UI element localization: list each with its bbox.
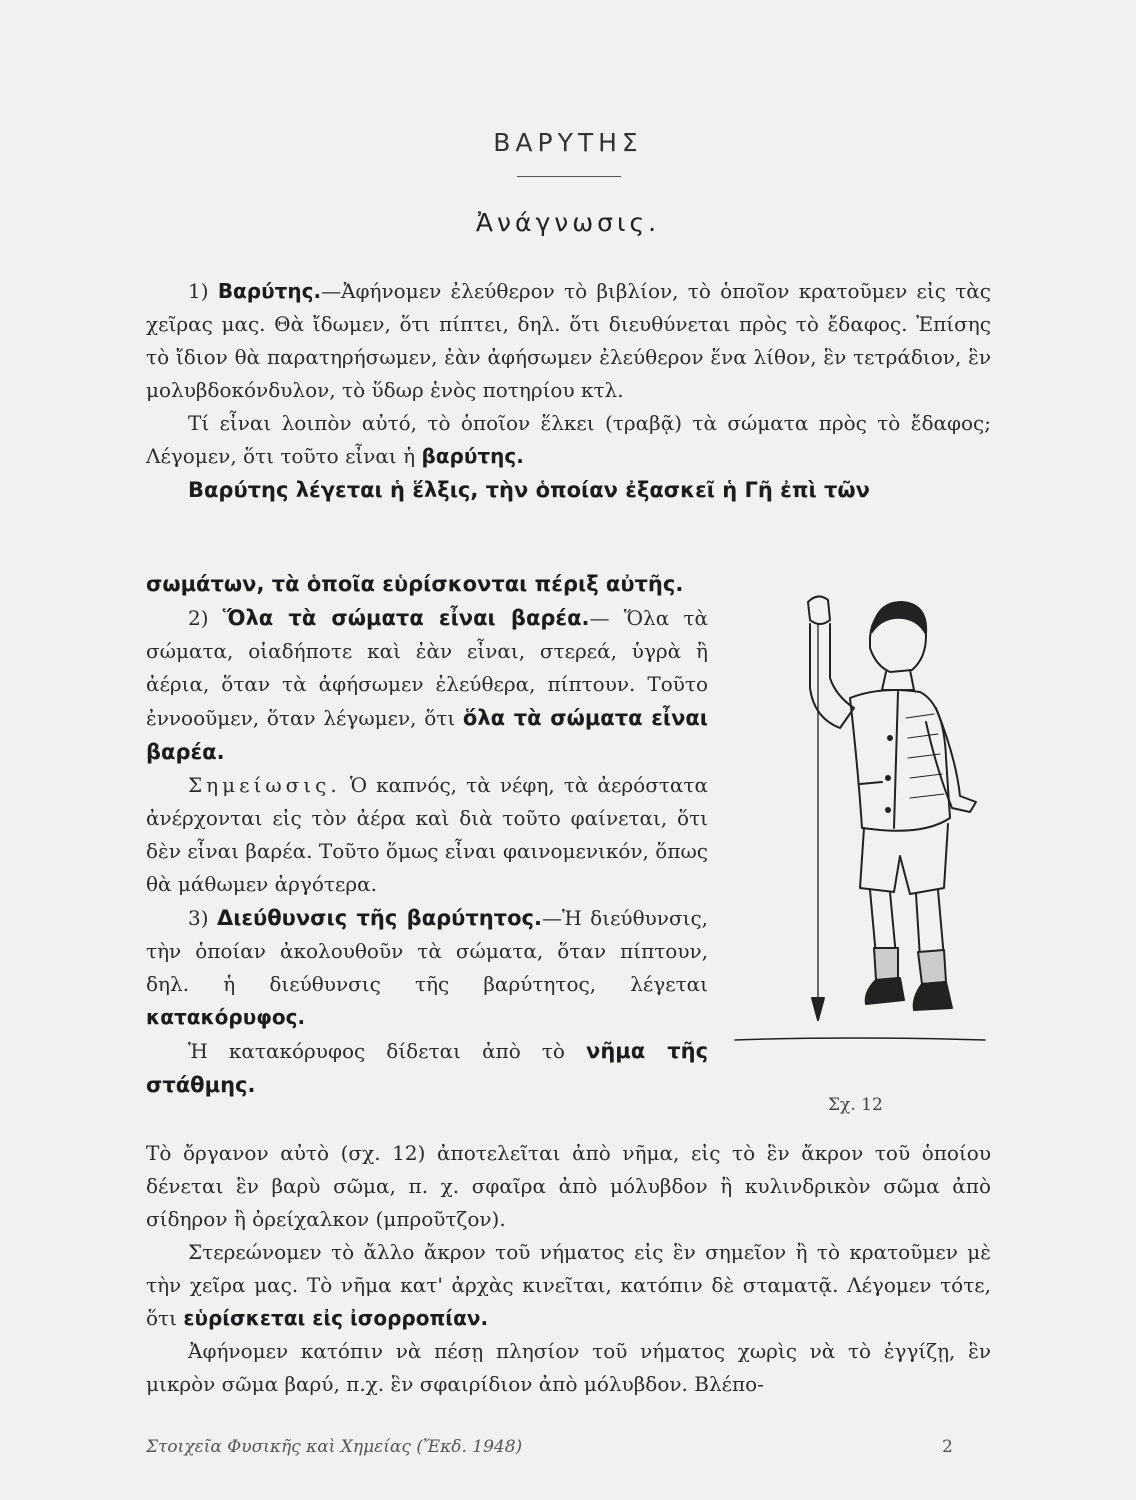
section-3-number: 3): [188, 906, 209, 930]
boy-holding-plumb-line-icon: [730, 588, 995, 1058]
section-1-number: 1): [188, 279, 209, 303]
note-text: Ὁ καπνός, τὰ νέφη, τὰ ἀερόστατα ἀνέρχονται εἰς τὸν ἀέρα καὶ διὰ τοῦτο φαίνεται, ὅτι δὲν εἶναι βαρέα. Τοῦτο ὅμως εἶναι φαινομενικόν, ὅπως θὰ μάθωμεν ἀργότερα.: [146, 773, 708, 896]
plumb-line-description: Τὸ ὄργανον αὐτὸ (σχ. 12) ἀποτελεῖται ἀπὸ νῆμα, εἰς τὸ ἓν ἄκρον τοῦ ὁποίου δένεται ἓν βαρὺ σῶμα, π. χ. σφαῖρα ἀπὸ μόλυβδον ἢ κυλινδρικὸν σῶμα ἀπὸ σίδηρον ἢ ὀρείχαλκον (μπροῦτζον).: [146, 1141, 991, 1231]
narrow-column: [146, 567, 708, 1102]
section-3-continuation: [146, 1137, 991, 1401]
section-3-heading: Διεύθυνσις τῆς βαρύτητος.: [216, 906, 542, 930]
equilibrium-term: εὑρίσκεται εἰς ἰσορροπίαν.: [183, 1306, 489, 1330]
book-footer-title: Στοιχεῖα Φυσικῆς καὶ Χημείας (Ἔκδ. 1948): [146, 1437, 523, 1457]
section-1-paragraph-2: [146, 407, 991, 473]
plumb-line-figure: [730, 588, 995, 1058]
section-2-number: 2): [188, 606, 209, 630]
equilibrium-paragraph: Στερεώνομεν τὸ ἄλλο ἄκρον τοῦ νήματος εἰς ἓν σημεῖον ἢ τὸ κρατοῦμεν μὲ τὴν χεῖρα μας. Τὸ νῆμα κατ' ἀρχὰς κινεῖται, κατόπιν δὲ σταματᾷ. Λέγομεν τότε, ὅτι εὑρίσκεται εἰς ἰσορροπίαν.: [146, 1240, 991, 1330]
section-3-text: —Ἡ διεύθυνσις, τὴν ὁποίαν ἀκολουθοῦν τὰ σώματα, ὅταν πίπτουν, δηλ. ἡ διεύθυνσις τῆς βαρύτητος, λέγεται: [146, 906, 708, 996]
plumb-line-term: νῆμα τῆς στάθμης.: [146, 1039, 709, 1097]
note-label: Σημείωσις.: [188, 773, 341, 797]
section-1-p2-text: Τί εἶναι λοιπὸν αὐτό, τὸ ὁποῖον ἕλκει (τραβᾷ) τὰ σώματα πρὸς τὸ ἔδαφος; Λέγομεν, ὅτι τοῦτο εἶναι ἡ: [146, 411, 991, 468]
figure-caption: Σχ. 12: [828, 1095, 883, 1115]
section-2-heading: Ὅλα τὰ σώματα εἶναι βαρέα.: [222, 606, 590, 630]
note-paragraph: [146, 769, 708, 901]
section-1-text: —Ἀφήνομεν ἐλεύθερον τὸ βιβλίον, τὸ ὁποῖον κρατοῦμεν εἰς τὰς χεῖρας μας. Θὰ ἴδωμεν, ὅτι πίπτει, δηλ. ὅτι διευθύνεται πρὸς τὸ ἔδαφος. Ἐπίσης τὸ ἴδιον θὰ παρατηρήσωμεν, ἐὰν ἀφήσωμεν ἐλεύθερον ἕνα λίθον, ἓν τετράδιον, ἓν μολυβδοκόνδυλον, τὸ ὕδωρ ἑνὸς ποτηρίου κτλ.: [146, 279, 991, 402]
section-2-paragraph: [146, 601, 708, 769]
section-1-heading: Βαρύτης.: [217, 279, 322, 303]
title-divider: [517, 176, 621, 177]
section-3-paragraph: [146, 901, 708, 1034]
page-number: 2: [942, 1437, 953, 1457]
gravity-definition-line-1: Βαρύτης λέγεται ἡ ἕλξις, τὴν ὁποίαν ἐξασκεῖ ἡ Γῆ ἐπὶ τῶν: [188, 478, 870, 502]
section-1-paragraph: [146, 275, 991, 407]
plumb-line-intro: Ἡ κατακόρυφος δίδεται ἀπὸ τὸ νῆμα τῆς στάθμης.: [146, 1039, 709, 1097]
section-1-p2-bold: βαρύτης.: [421, 444, 524, 468]
experiment-paragraph: Ἀφήνομεν κατόπιν νὰ πέσῃ πλησίον τοῦ νήματος χωρὶς νὰ τὸ ἐγγίζῃ, ἓν μικρὸν σῶμα βαρύ, π.χ. ἓν σφαιρίδιον ἀπὸ μόλυβδον. Βλέπο-: [146, 1339, 991, 1396]
section-1: [146, 275, 991, 507]
page-title: ΒΑΡΥΤΗΣ: [493, 128, 643, 157]
section-2-text: — Ὅλα τὰ σώματα, οἱαδήποτε καὶ ἐὰν εἶναι, στερεά, ὑγρὰ ἢ ἀέρια, ὅταν τὰ ἀφήσωμεν ἐλεύθερα, πίπτουν. Τοῦτο ἐννοοῦμεν, ὅταν λέγωμεν, ὅτι: [146, 606, 709, 730]
section-subtitle: Ἀνάγνωσις.: [475, 208, 661, 237]
section-3-bold-text: κατακόρυφος.: [146, 1005, 306, 1029]
section-2-bold-text: ὅλα τὰ σώματα εἶναι βαρέα.: [146, 706, 708, 764]
gravity-definition-line-2: σωμάτων, τὰ ὁποῖα εὑρίσκονται πέριξ αὐτῆς.: [146, 572, 684, 596]
